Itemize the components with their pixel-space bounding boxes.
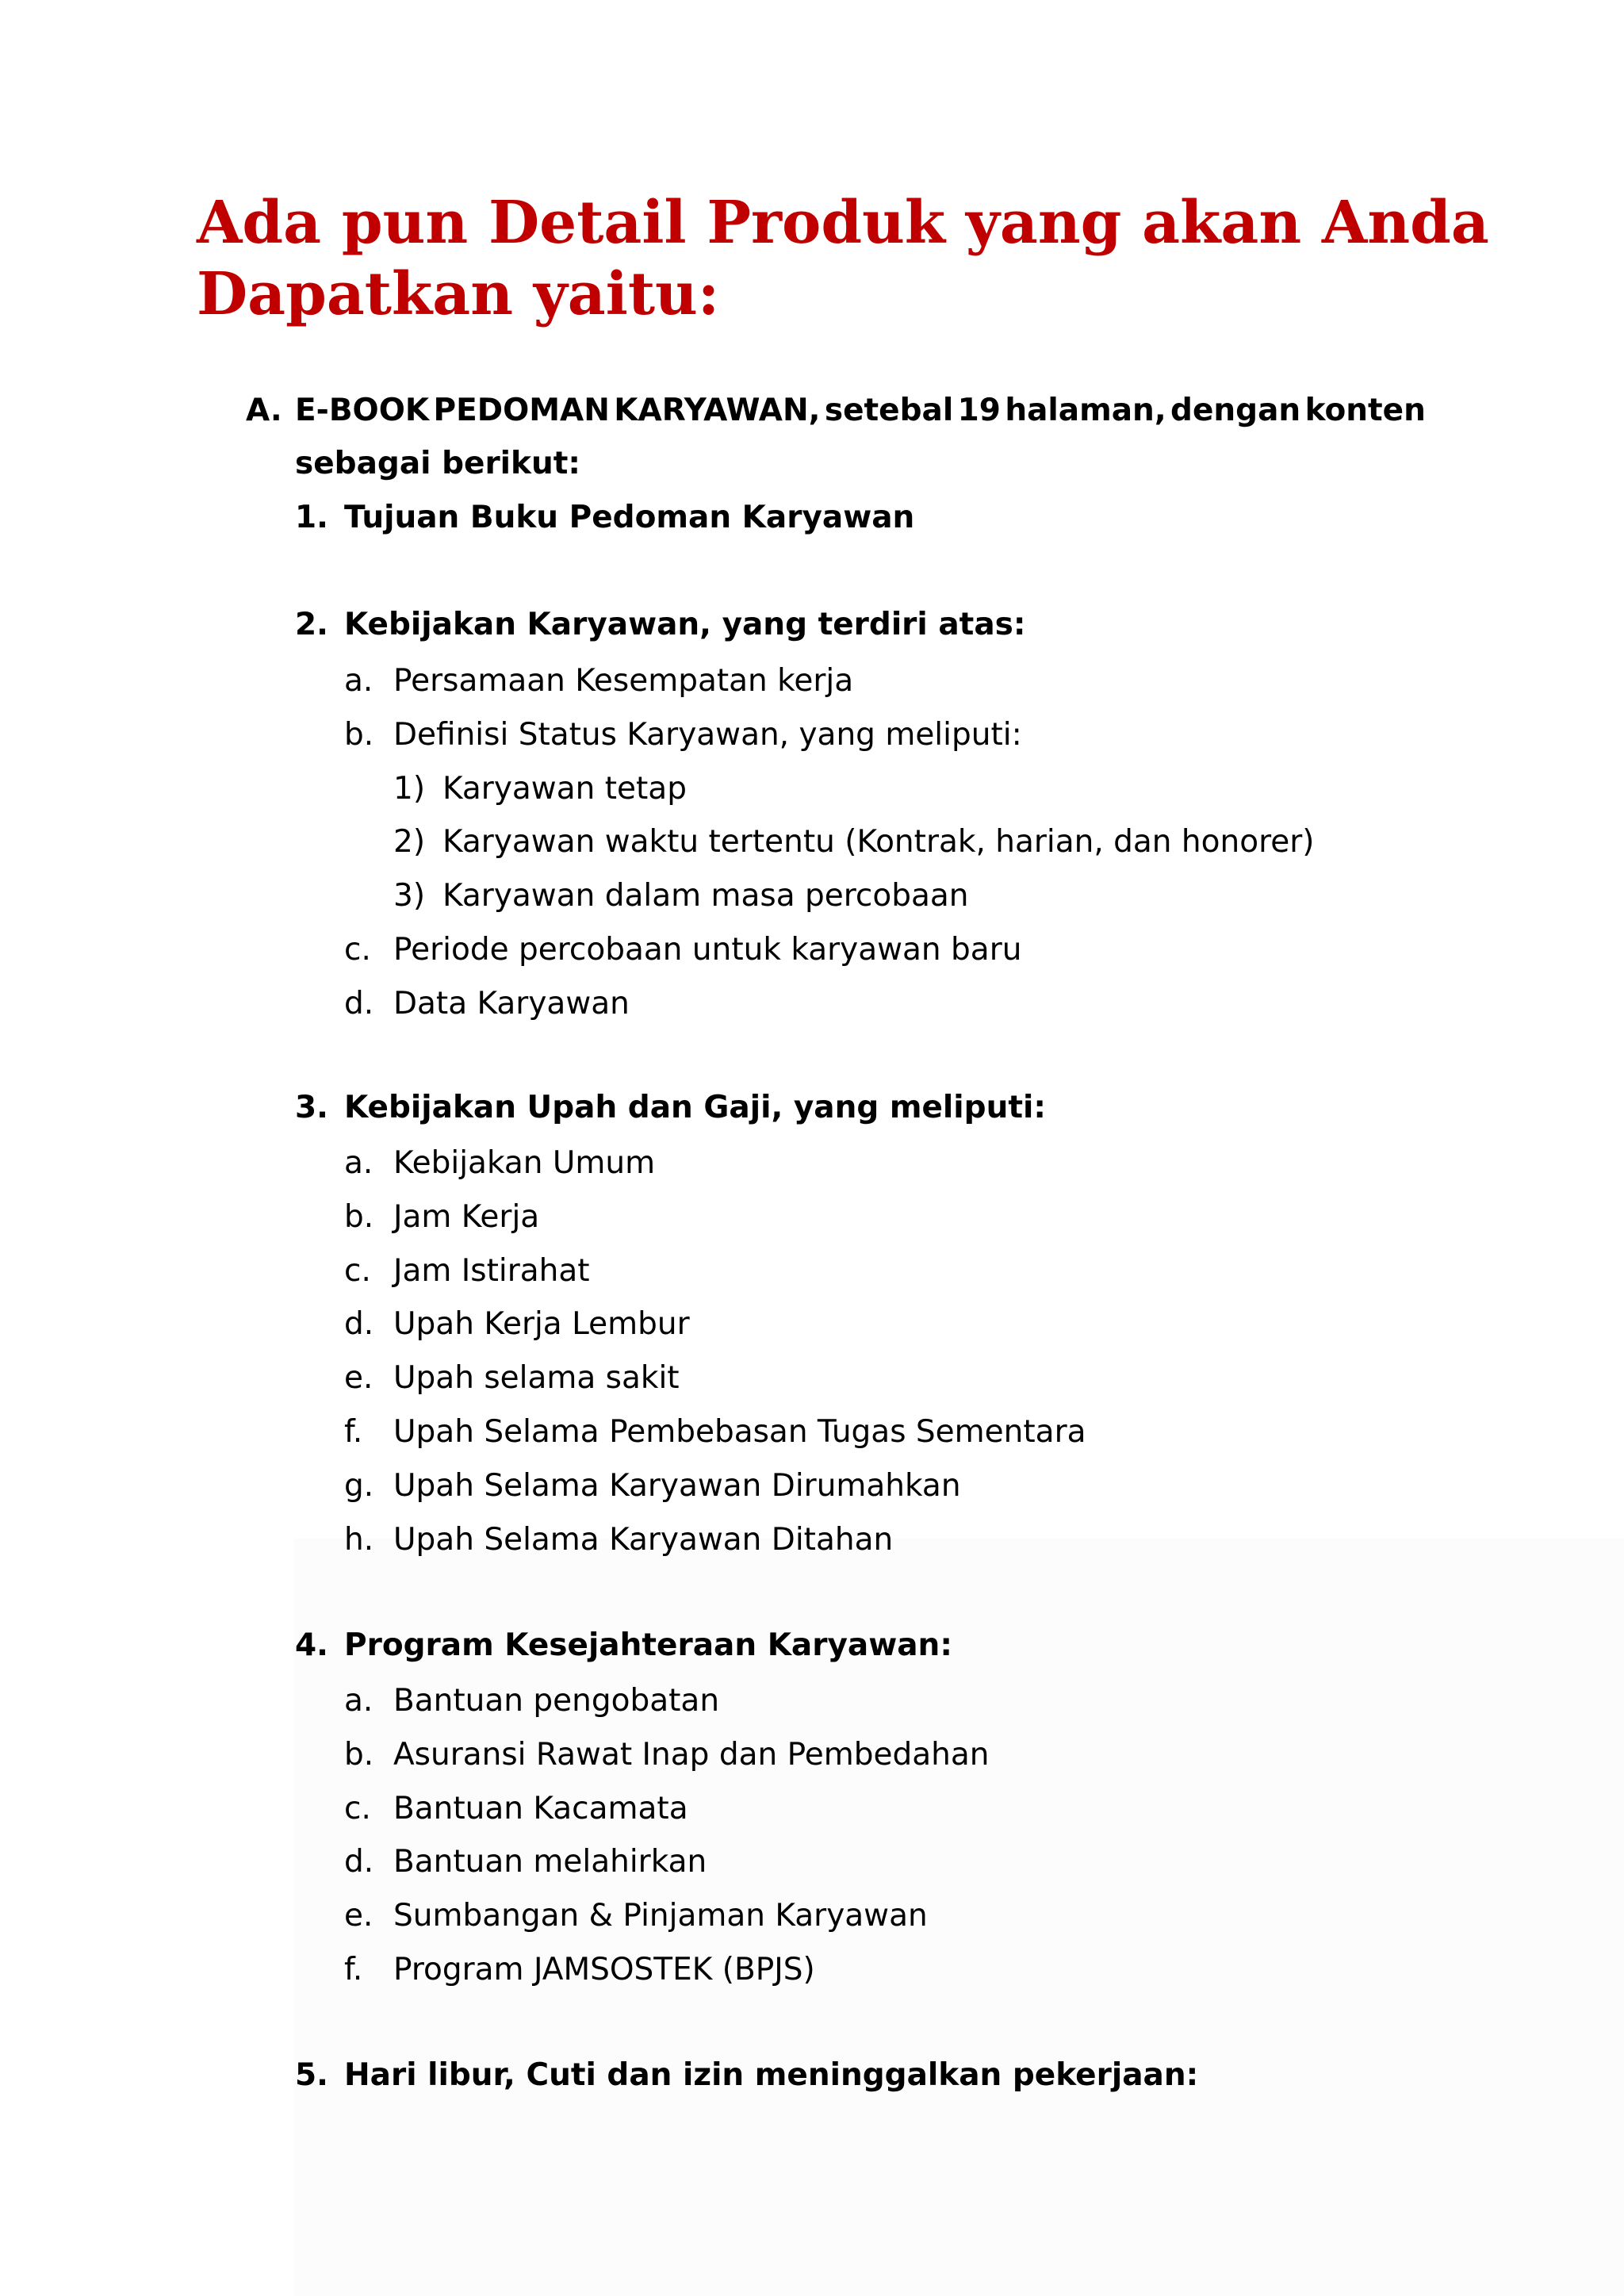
item-title: Kebijakan Upah dan Gaji, yang meliputi: — [344, 1090, 1046, 1125]
item-title: Kebijakan Karyawan, yang terdiri atas: — [344, 607, 1026, 642]
item-number: 4. — [295, 1627, 328, 1663]
nested-subitem-marker: 3) — [393, 878, 426, 914]
subitem-marker: f. — [344, 1952, 363, 1987]
subitem-marker: d. — [344, 986, 374, 1022]
item-number: 1. — [295, 500, 328, 535]
intro-word: setebal — [824, 393, 954, 428]
nested-subitem-text: Karyawan tetap — [442, 771, 687, 807]
subitem-marker: f. — [344, 1414, 363, 1450]
subitem-text: Kebijakan Umum — [393, 1145, 656, 1181]
subitem-text: Upah Selama Karyawan Dirumahkan — [393, 1468, 961, 1504]
item-number: 2. — [295, 607, 328, 642]
subitem-text: Upah Kerja Lembur — [393, 1306, 690, 1342]
subitem-text: Upah Selama Pembebasan Tugas Sementara — [393, 1414, 1086, 1450]
intro-word: PEDOMAN — [433, 393, 610, 428]
subitem-marker: a. — [344, 663, 373, 699]
subitem-marker: d. — [344, 1306, 374, 1342]
intro-word: 19 — [957, 393, 1001, 428]
item-title: Program Kesejahteraan Karyawan: — [344, 1627, 952, 1663]
nested-subitem-text: Karyawan waktu tertentu (Kontrak, harian, dan honorer) — [442, 824, 1315, 860]
subitem-marker: b. — [344, 1199, 374, 1235]
nested-subitem-marker: 1) — [393, 771, 426, 807]
item-title: Tujuan Buku Pedoman Karyawan — [344, 500, 915, 535]
subitem-marker: e. — [344, 1898, 373, 1934]
section-a-intro-line1 — [295, 392, 1426, 430]
section-a-intro-line2: sebagai berikut: — [295, 446, 580, 481]
subitem-marker: c. — [344, 1253, 371, 1289]
subitem-marker: h. — [344, 1522, 374, 1558]
subitem-text: Sumbangan & Pinjaman Karyawan — [393, 1898, 928, 1934]
subitem-marker: b. — [344, 717, 374, 753]
section-a-marker: A. — [246, 393, 282, 428]
intro-word: halaman, — [1005, 393, 1166, 428]
subitem-text: Definisi Status Karyawan, yang meliputi: — [393, 717, 1022, 753]
subitem-marker: e. — [344, 1360, 373, 1396]
subitem-text: Upah selama sakit — [393, 1360, 680, 1396]
intro-word: KARYAWAN, — [614, 393, 821, 428]
page-heading: Ada pun Detail Produk yang akan Anda Dapatkan yaitu: — [197, 189, 1489, 328]
subitem-marker: c. — [344, 932, 371, 968]
subitem-text: Bantuan melahirkan — [393, 1844, 707, 1880]
subitem-text: Program JAMSOSTEK (BPJS) — [393, 1952, 815, 1987]
subitem-text: Persamaan Kesempatan kerja — [393, 663, 854, 699]
subitem-text: Jam Kerja — [393, 1199, 540, 1235]
nested-subitem-text: Karyawan dalam masa percobaan — [442, 878, 969, 914]
item-number: 3. — [295, 1090, 328, 1125]
item-title: Hari libur, Cuti dan izin meninggalkan pekerjaan: — [344, 2057, 1199, 2093]
intro-word: konten — [1304, 393, 1426, 428]
subitem-text: Data Karyawan — [393, 986, 630, 1022]
item-number: 5. — [295, 2057, 328, 2093]
intro-word: E-BOOK — [295, 393, 430, 428]
subitem-text: Periode percobaan untuk karyawan baru — [393, 932, 1022, 968]
subitem-marker: b. — [344, 1737, 374, 1773]
subitem-text: Asuransi Rawat Inap dan Pembedahan — [393, 1737, 990, 1773]
intro-word: dengan — [1170, 393, 1301, 428]
subitem-marker: d. — [344, 1844, 374, 1880]
subitem-marker: a. — [344, 1145, 373, 1181]
subitem-text: Bantuan Kacamata — [393, 1791, 688, 1826]
nested-subitem-marker: 2) — [393, 824, 426, 860]
subitem-marker: c. — [344, 1791, 371, 1826]
subitem-marker: a. — [344, 1683, 373, 1719]
subitem-text: Jam Istirahat — [393, 1253, 590, 1289]
subitem-text: Bantuan pengobatan — [393, 1683, 720, 1719]
subitem-text: Upah Selama Karyawan Ditahan — [393, 1522, 894, 1558]
subitem-marker: g. — [344, 1468, 374, 1504]
